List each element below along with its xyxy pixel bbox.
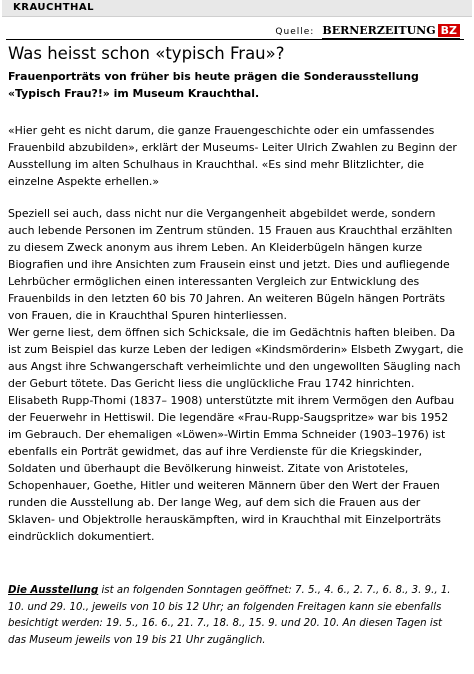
location-bar (2, 0, 472, 17)
header-divider (6, 39, 464, 40)
location-label: KRAUCHTHAL (13, 2, 95, 13)
source-credit (275, 21, 460, 40)
newspaper-logo-badge: BZ (438, 24, 460, 37)
exhibition-info-text: ist an folgenden Sonntagen geöffnet: 7. 5., 4. 6., 2. 7., 6. 8., 3. 9., 1. 10. und 29. 10., jeweils von 10 bis 12 Uhr; an folgenden Freitagen kann sie ebenfalls besichtigt werden: 19. 5., 16. 6., 21. 7., 18. 8., 15. 9. und 20. 10. An diesen Tagen ist das Museum jeweils von 19 bis 21 Uhr zugänglich. (8, 585, 451, 646)
newspaper-logo-text: BERNERZEITUNG (322, 23, 436, 37)
article-quote-paragraph: «Hier geht es nicht darum, die ganze Frauengeschichte oder ein umfassendes Frauenbild abzubilden», erklärt der Museums- Leiter Ulrich Zwahlen zu Beginn der Ausstellung im alten Schulhaus in Krauchthal. «Es sind mehr Blitzlichter, die einzelne Aspekte erhellen.» (8, 124, 457, 188)
article-body-paragraph: Elisabeth Rupp-Thomi (1837– 1908) unterstützte mit ihrem Vermögen den Aufbau der Feuerwehr in Hettiswil. Die legendäre «Frau-Rupp-Saugspritze» war bis 1952 im Gebrauch. Der ehemaligen «Löwen»-Wirtin Emma Schneider (1903–1976) ist ebenfalls ein Porträt gewidmet, das auf ihre Verdienste für die Kriegskinder, Soldaten und überhaupt die Bevölkerung hinweist. Zitate von Aristoteles, Schopenhauer, Goethe, Hitler und weiteren Männern über den Wert der Frauen runden die Ausstellung ab. Der lange Weg, auf dem sich die Frauen aus der Sklaven- und Objektrolle herauskämpften, wird in Krauchthal mit Einzelporträts eindrücklich dokumentiert. (8, 394, 455, 543)
article-body-paragraph: Speziell sei auch, dass nicht nur die Vergangenheit abgebildet werde, sondern auch lebende Personen im Zentrum stünden. 15 Frauen aus Krauchthal erzählten zu diesem Zweck anonym aus ihrem Leben. An Kleiderbügeln hängen kurze Biografien und ihre Ansichten zum Frausein einst und jetzt. Dies und aufliegende Lehrbücher ermöglichen einen interessanten Vergleich zur Entwicklung des Frauenbilds in den letzten 60 bis 70 Jahren. An weiteren Bügeln hängen Porträts von Frauen, die in Krauchthal Spuren hinterliessen. (8, 207, 453, 322)
article-body (8, 205, 464, 545)
exhibition-info-label: Die Ausstellung (8, 585, 99, 596)
source-label: Quelle: (275, 26, 315, 37)
exhibition-info (8, 583, 456, 649)
article-body-paragraph: Wer gerne liest, dem öffnen sich Schicksale, die im Gedächtnis haften bleiben. Da ist zum Beispiel das kurze Leben der ledigen «Kindsmörderin» Elsbeth Zwygart, die aus Angst ihre Schwangerschaft verheimlichte und den ungewollten Säugling nach der Geburt tötete. Das Gericht liess die unglückliche Frau 1742 hinrichten. (8, 326, 464, 390)
newspaper-logo (322, 24, 460, 40)
article-title: Was heisst schon «typisch Frau»? (8, 44, 285, 63)
article-lead: Frauenporträts von früher bis heute prägen die Sonderausstellung «Typisch Frau?!» im Museum Krauchthal. (8, 70, 419, 100)
